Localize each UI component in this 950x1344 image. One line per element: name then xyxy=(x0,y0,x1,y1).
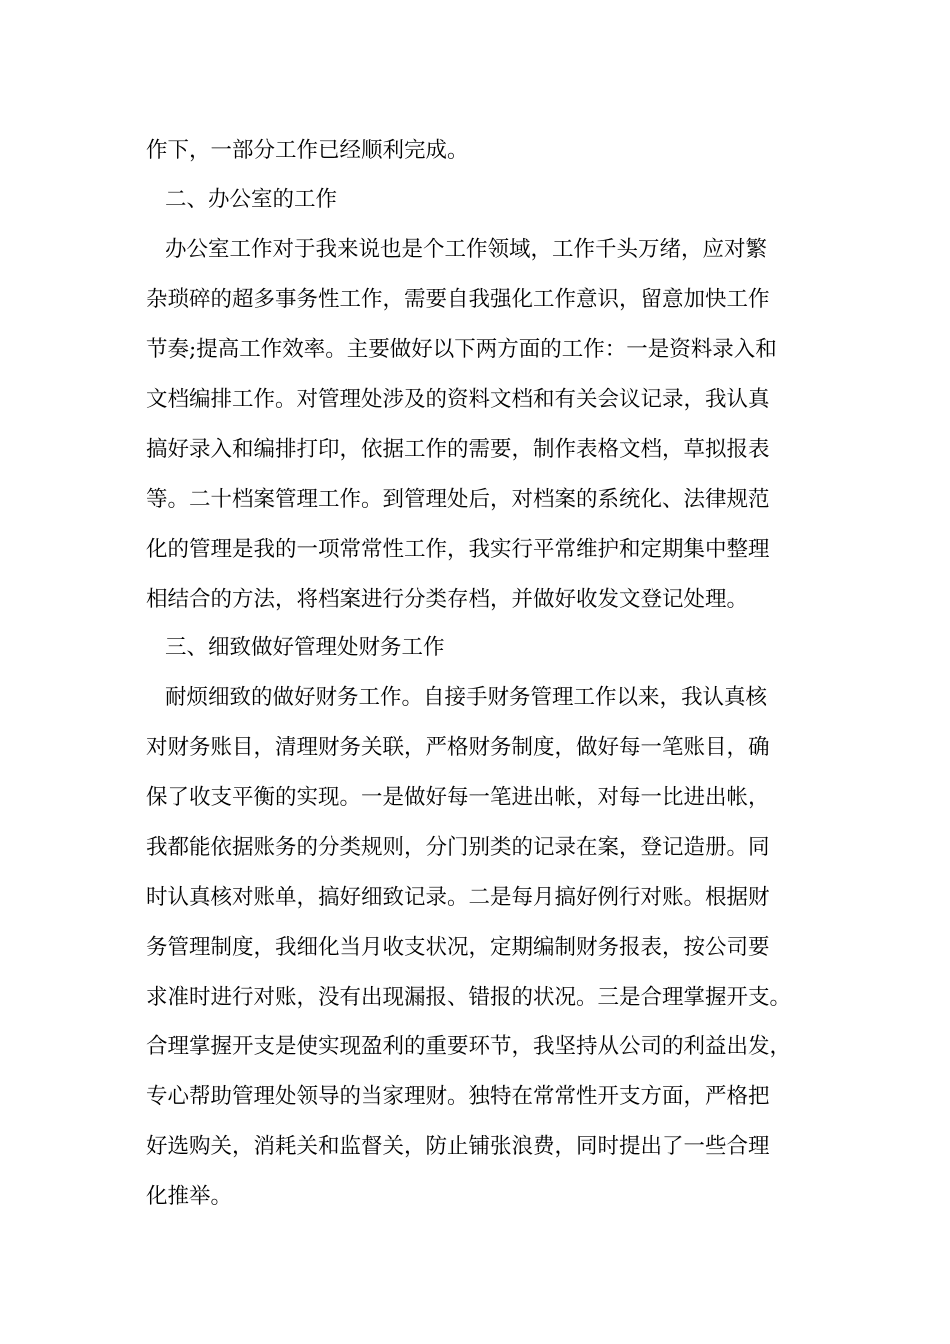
body-line: 化推举。 xyxy=(146,1184,233,1209)
body-line: 我都能依据账务的分类规则，分门别类的记录在案，登记造册。同 xyxy=(146,835,770,860)
body-line: 保了收支平衡的实现。一是做好每一笔进出帐，对每一比进出帐， xyxy=(146,785,770,810)
body-line: 化的管理是我的一项常常性工作，我实行平常维护和定期集中整理 xyxy=(146,537,770,562)
body-line: 作下，一部分工作已经顺利完成。 xyxy=(146,138,469,163)
body-line: 求准时进行对账，没有出现漏报、错报的状况。三是合理掌握开支。 xyxy=(146,985,792,1010)
body-line: 好选购关，消耗关和监督关，防止铺张浪费，同时提出了一些合理 xyxy=(146,1134,770,1159)
body-line: 节奏;提高工作效率。主要做好以下两方面的工作：一是资料录入和 xyxy=(146,337,777,362)
body-line: 文档编排工作。对管理处涉及的资料文档和有关会议记录，我认真 xyxy=(146,387,770,412)
body-line: 合理掌握开支是使实现盈利的重要环节，我坚持从公司的利益出发， xyxy=(146,1034,792,1059)
body-line: 相结合的方法，将档案进行分类存档，并做好收发文登记处理。 xyxy=(146,587,749,612)
body-line: 务管理制度，我细化当月收支状况，定期编制财务报表，按公司要 xyxy=(146,935,770,960)
body-line: 对财务账目，清理财务关联，严格财务制度，做好每一笔账目，确 xyxy=(146,735,770,760)
body-line: 耐烦细致的做好财务工作。自接手财务管理工作以来，我认真核 xyxy=(165,685,768,710)
body-line: 等。二十档案管理工作。到管理处后，对档案的系统化、法律规范 xyxy=(146,487,770,512)
body-line: 杂琐碎的超多事务性工作，需要自我强化工作意识，留意加快工作 xyxy=(146,287,770,312)
section-heading: 二、办公室的工作 xyxy=(165,187,338,212)
body-line: 办公室工作对于我来说也是个工作领域，工作千头万绪，应对繁 xyxy=(165,237,768,262)
body-line: 专心帮助管理处领导的当家理财。独特在常常性开支方面，严格把 xyxy=(146,1084,770,1109)
body-line: 时认真核对账单，搞好细致记录。二是每月搞好例行对账。根据财 xyxy=(146,885,770,910)
body-line: 搞好录入和编排打印，依据工作的需要，制作表格文档，草拟报表 xyxy=(146,437,770,462)
section-heading: 三、细致做好管理处财务工作 xyxy=(165,635,445,660)
